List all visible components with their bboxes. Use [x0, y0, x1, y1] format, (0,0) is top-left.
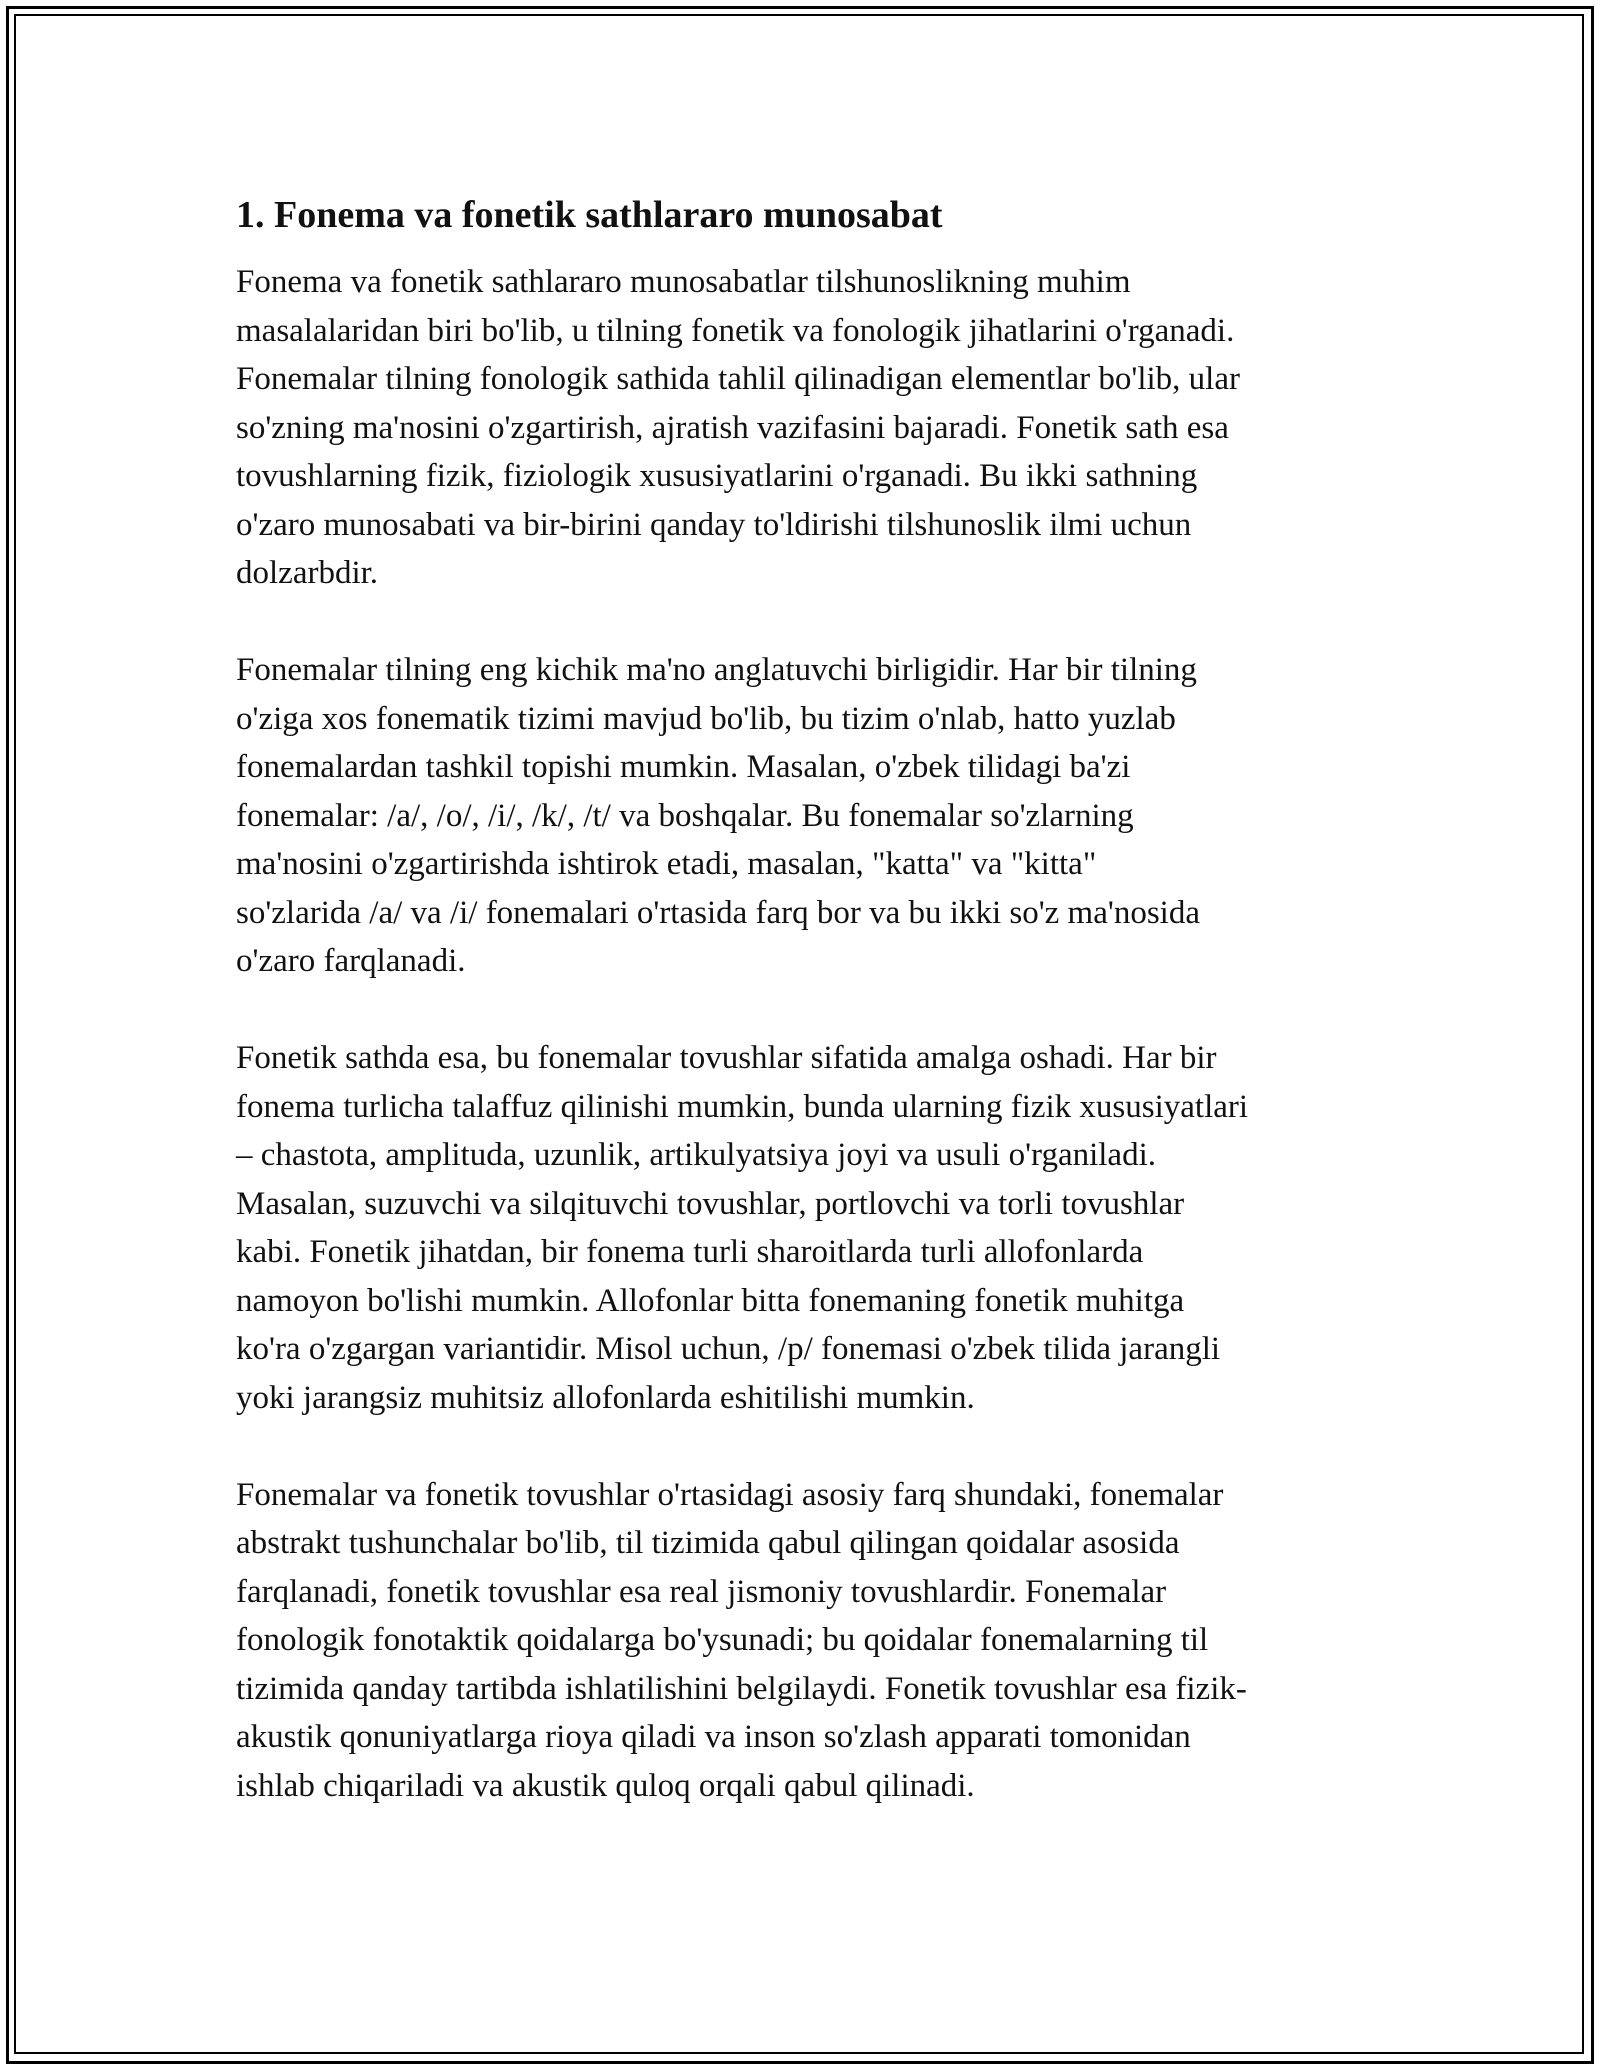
- text-line: – chastota, amplituda, uzunlik, artikulyatsiya joyi va usuli o'rganiladi.: [236, 1137, 1156, 1173]
- text-line: dolzarbdir.: [236, 555, 379, 591]
- text-line: Fonema va fonetik sathlararo munosabatlar tilshunoslikning muhim: [236, 264, 1131, 300]
- text-line: farqlanadi, fonetik tovushlar esa real jismoniy tovushlardir. Fonemalar: [236, 1573, 1167, 1610]
- text-line: o'zaro farqlanadi.: [236, 943, 466, 979]
- text-line: ma'nosini o'zgartirishda ishtirok etadi, masalan, "katta" va "kitta": [236, 846, 1097, 882]
- text-line: Masalan, suzuvchi va silqituvchi tovushlar, portlovchi va torli tovushlar: [236, 1185, 1185, 1222]
- text-line: fonologik fonotaktik qoidalarga bo'ysunadi; bu qoidalar fonemalarning til: [236, 1622, 1209, 1658]
- text-line: o'zaro munosabati va bir-birini qanday to'ldirishi tilshunoslik ilmi uchun: [236, 506, 1192, 543]
- text-line: Fonemalar tilning fonologik sathida tahlil qilinadigan elementlar bo'lib, ular: [236, 361, 1240, 397]
- paragraph-1: [236, 258, 1366, 598]
- text-line: tizimida qanday tartibda ishlatilishini belgilaydi. Fonetik tovushlar esa fizik-: [236, 1670, 1247, 1707]
- text-line: fonemalar: /a/, /o/, /i/, /k/, /t/ va boshqalar. Bu fonemalar so'zlarning: [236, 797, 1134, 834]
- section-heading: 1. Fonema va fonetik sathlararo munosabat: [236, 194, 943, 236]
- paragraph-2: [236, 646, 1366, 986]
- paragraph-3: [236, 1034, 1366, 1422]
- text-line: masalalaridan biri bo'lib, u tilning fonetik va fonologik jihatlarini o'rganadi.: [236, 312, 1235, 349]
- text-line: akustik qonuniyatlarga rioya qiladi va inson so'zlash apparati tomonidan: [236, 1719, 1191, 1755]
- document-page: [236, 190, 1366, 1859]
- text-line: Fonetik sathda esa, bu fonemalar tovushlar sifatida amalga oshadi. Har bir: [236, 1040, 1217, 1076]
- text-line: kabi. Fonetik jihatdan, bir fonema turli sharoitlarda turli allofonlarda: [236, 1234, 1144, 1270]
- text-line: ishlab chiqariladi va akustik quloq orqali qabul qilinadi.: [236, 1767, 975, 1804]
- text-line: yoki jarangsiz muhitsiz allofonlarda eshitilishi mumkin.: [236, 1379, 975, 1416]
- text-line: tovushlarning fizik, fiziologik xususiyatlarini o'rganadi. Bu ikki sathning: [236, 458, 1198, 494]
- text-line: o'ziga xos fonematik tizimi mavjud bo'lib, bu tizim o'nlab, hatto yuzlab: [236, 700, 1176, 737]
- text-line: so'zning ma'nosini o'zgartirish, ajratish vazifasini bajaradi. Fonetik sath esa: [236, 409, 1229, 446]
- text-line: Fonemalar tilning eng kichik ma'no anglatuvchi birligidir. Har bir tilning: [236, 652, 1197, 688]
- text-line: ko'ra o'zgargan variantidir. Misol uchun, /p/ fonemasi o'zbek tilida jarangli: [236, 1331, 1221, 1367]
- text-line: namoyon bo'lishi mumkin. Allofonlar bitta fonemaning fonetik muhitga: [236, 1282, 1185, 1319]
- text-line: abstrakt tushunchalar bo'lib, til tizimida qabul qilingan qoidalar asosida: [236, 1525, 1180, 1561]
- text-line: so'zlarida /a/ va /i/ fonemalari o'rtasida farq bor va bu ikki so'z ma'nosida: [236, 894, 1200, 931]
- paragraph-4: [236, 1471, 1366, 1811]
- text-line: Fonemalar va fonetik tovushlar o'rtasidagi asosiy farq shundaki, fonemalar: [236, 1476, 1224, 1513]
- text-line: fonema turlicha talaffuz qilinishi mumkin, bunda ularning fizik xususiyatlari: [236, 1088, 1249, 1125]
- text-line: fonemalardan tashkil topishi mumkin. Masalan, o'zbek tilidagi ba'zi: [236, 749, 1131, 785]
